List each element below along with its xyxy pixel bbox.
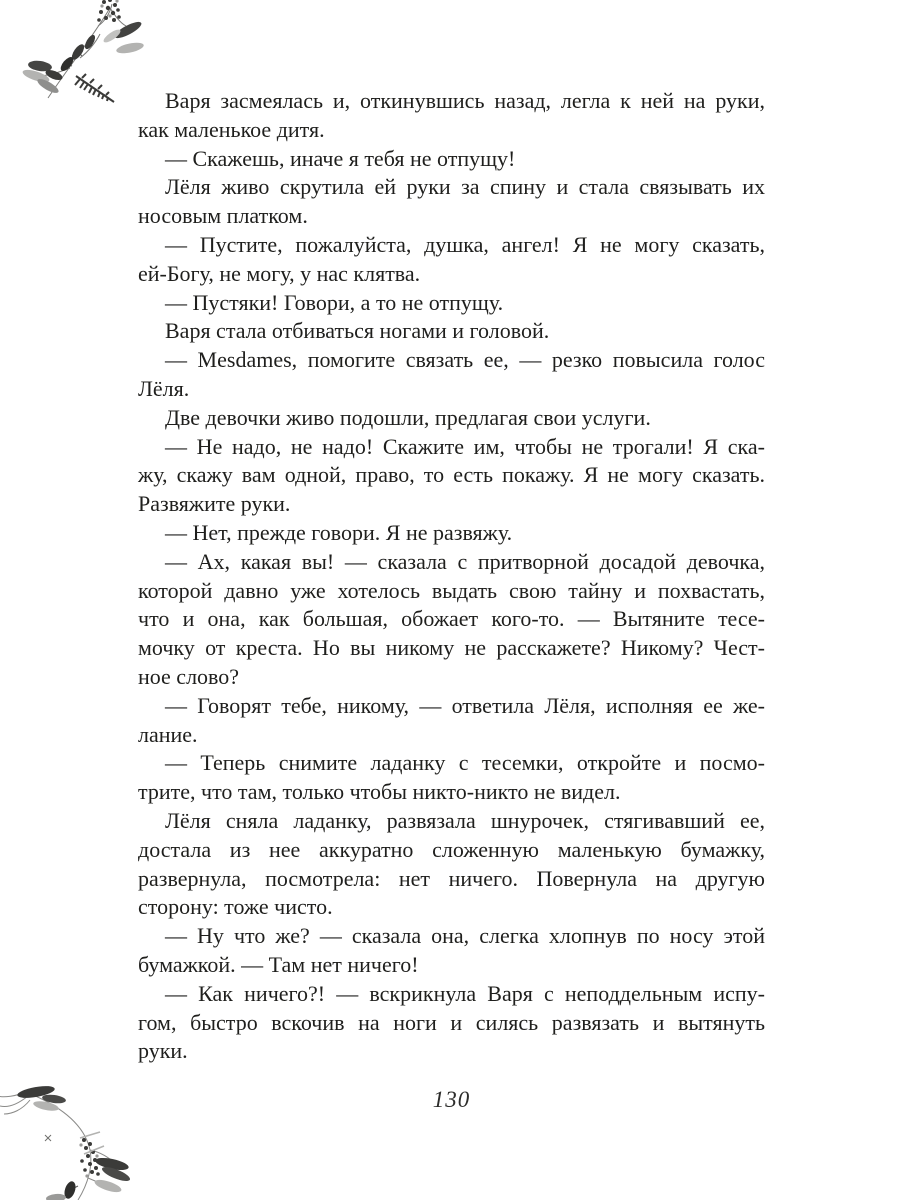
text-line: трите, что там, только чтобы никто-никто не видел.	[138, 779, 621, 805]
text-line: как маленькое дитя.	[138, 116, 325, 142]
text-line: — Не надо, не надо! Скажите им, чтобы не трогали! Я ска-	[165, 433, 765, 459]
text-line: Две девочки живо подошли, предлагая свои услуги.	[165, 404, 651, 430]
text-line: лание.	[138, 721, 198, 747]
text-line: — Пустяки! Говори, а то не отпущу.	[165, 289, 504, 315]
text-line: сторону: тоже чисто.	[138, 894, 333, 920]
text-line: жу, скажу вам одной, право, то есть покажу. Я не могу сказать.	[138, 462, 765, 488]
floral-ornament-bottom-left-icon	[0, 1082, 136, 1200]
text-line: руки.	[138, 1038, 188, 1064]
page-number: 130	[432, 1087, 471, 1112]
text-line: достала из нее аккуратно сложенную маленькую бумажку,	[138, 836, 765, 862]
text-line: ей-Богу, не могу, у нас клятва.	[138, 260, 421, 286]
text-line: мочку от креста. Но вы никому не расскажете? Никому? Чест-	[138, 635, 765, 661]
text-line: гом, быстро вскочив на ноги и силясь развязать и вытянуть	[138, 1009, 765, 1035]
text-line: которой давно уже хотелось выдать свою тайну и похвастать,	[138, 577, 765, 603]
text-line: — Ну что же? — сказала она, слегка хлопнув по носу этой	[165, 923, 765, 949]
text-line: Лёля.	[138, 375, 190, 401]
text-line: носовым платком.	[138, 203, 308, 229]
text-line: — Пустите, пожалуйста, душка, ангел! Я не могу сказать,	[165, 231, 765, 257]
text-line: — Mesdames, помогите связать ее, — резко повысила голос	[165, 347, 765, 373]
text-line: — Ах, какая вы! — сказала с притворной досадой девочка,	[165, 548, 765, 574]
text-line: что и она, как большая, обожает кого-то. — Вытяните тесе-	[138, 606, 765, 632]
text-line: бумажкой. — Там нет ничего!	[138, 951, 419, 977]
text-line: Лёля сняла ладанку, развязала шнурочек, стягивавший ее,	[165, 807, 765, 833]
text-line: — Говорят тебе, никому, — ответила Лёля, исполняя ее же-	[165, 692, 765, 718]
body-text	[138, 87, 765, 1066]
text-line: ное слово?	[138, 663, 240, 689]
text-line: — Скажешь, иначе я тебя не отпущу!	[165, 145, 516, 171]
text-line: Развяжите руки.	[138, 491, 291, 517]
text-line: Варя засмеялась и, откинувшись назад, легла к ней на руки,	[165, 88, 765, 113]
text-line: — Теперь снимите ладанку с тесемки, откройте и посмо-	[165, 750, 765, 776]
text-line: Варя стала отбиваться ногами и головой.	[165, 318, 550, 344]
floral-ornament-top-left-icon	[20, 0, 150, 114]
text-line: — Как ничего?! — вскрикнула Варя с неподдельным испу-	[165, 980, 765, 1006]
text-line: Лёля живо скрутила ей руки за спину и стала связывать их	[165, 174, 765, 200]
text-line: — Нет, прежде говори. Я не развяжу.	[165, 519, 513, 545]
text-line: развернула, посмотрела: нет ничего. Повернула на другую	[138, 865, 765, 891]
